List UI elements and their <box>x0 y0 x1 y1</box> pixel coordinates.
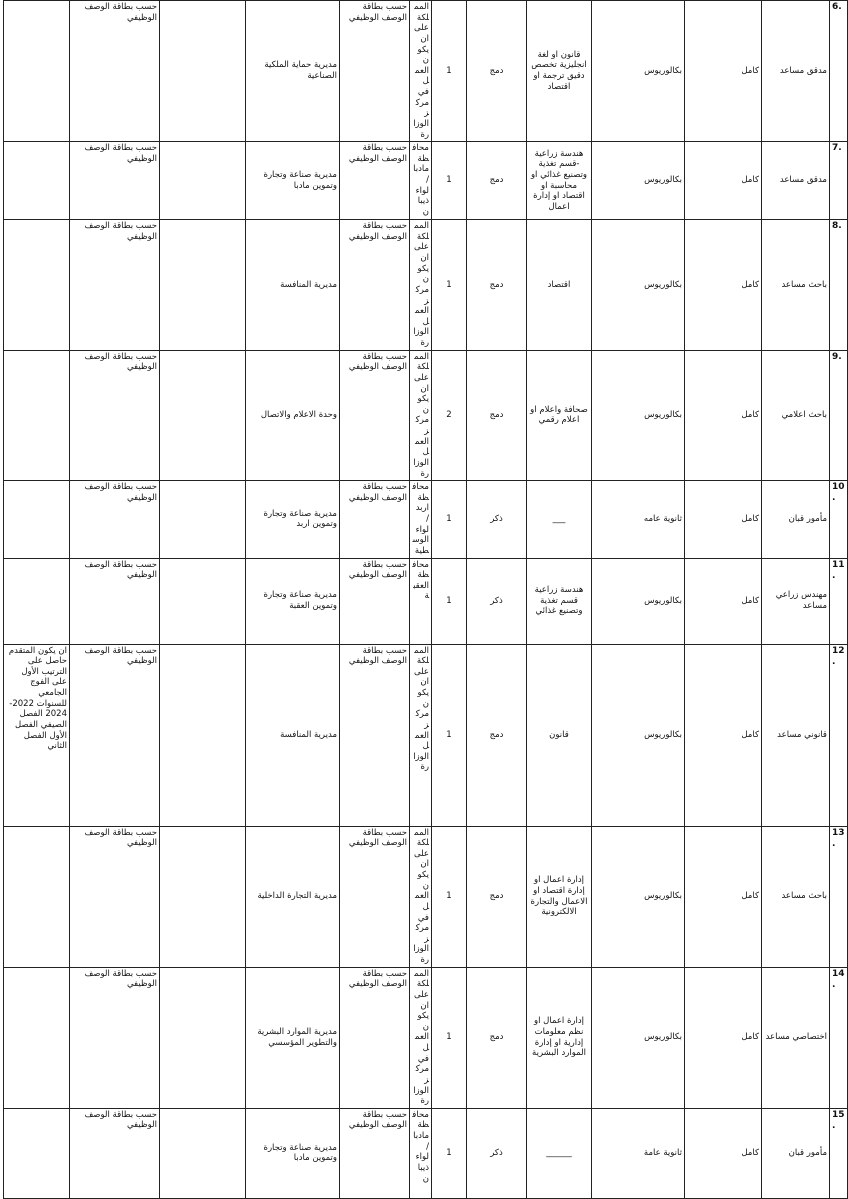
job-card-cell: حسب بطاقة الوصف الوظيفي <box>340 142 410 220</box>
empty-cell <box>160 644 246 826</box>
location-cell: محافظة مادبا / لواء ذيبان <box>410 1108 432 1198</box>
location-cell: المملكة على ان يكون العمل في مركز الوزارة <box>410 1 432 142</box>
qualification-cell: ثانوية عامه <box>592 481 685 558</box>
row-number-cell: 6. <box>830 1 848 142</box>
card-cell-2: حسب بطاقة الوصف الوظيفي <box>70 350 160 481</box>
empty-cell <box>160 967 246 1108</box>
count-cell: 1 <box>432 967 467 1108</box>
job-title-cell: مأمور قبان <box>762 1108 830 1198</box>
notes-cell <box>4 220 70 351</box>
empty-cell <box>160 142 246 220</box>
count-cell: 2 <box>432 350 467 481</box>
notes-cell <box>4 967 70 1108</box>
gender-cell: دمج <box>467 826 527 967</box>
empty-cell <box>160 1108 246 1198</box>
notes-cell: ان يكون المتقدم حاصل على الترتيب الأول على الفوج الجامعي للسنوات 2022-2024 الفصل الصيفي الفصل الأول الفصل الثاني <box>4 644 70 826</box>
job-title-cell: باحث اعلامي <box>762 350 830 481</box>
department-cell: مديرية صناعة وتجارة وتموين العقبة <box>246 558 340 644</box>
count-cell: 1 <box>432 826 467 967</box>
row-number-cell: 14. <box>830 967 848 1108</box>
gender-cell: دمج <box>467 644 527 826</box>
row-number-cell: 13. <box>830 826 848 967</box>
qualification-cell: بكالوريوس <box>592 644 685 826</box>
card-cell-2: حسب بطاقة الوصف الوظيفي <box>70 142 160 220</box>
job-title-cell: باحث مساعد <box>762 220 830 351</box>
row-number-cell: 12. <box>830 644 848 826</box>
gender-cell: دمج <box>467 142 527 220</box>
department-cell: مديرية الموارد البشرية والتطوير المؤسسي <box>246 967 340 1108</box>
location-cell: محافظة العقبة <box>410 558 432 644</box>
gender-cell: ذكر <box>467 1108 527 1198</box>
specialization-cell: هندسة زراعية -قسم تغذية وتصنيع غذائي او محاسبة او اقتصاد او إدارة اعمال <box>527 142 592 220</box>
qualification-cell: بكالوريوس <box>592 967 685 1108</box>
empty-cell <box>160 558 246 644</box>
job-card-cell: حسب بطاقة الوصف الوظيفي <box>340 644 410 826</box>
specialization-cell: صحافة واعلام او اعلام رقمي <box>527 350 592 481</box>
department-cell: مديرية المنافسة <box>246 644 340 826</box>
table-row <box>4 1 848 142</box>
empty-cell <box>160 1 246 142</box>
row-number-cell: 10. <box>830 481 848 558</box>
specialization-cell: اقتصاد <box>527 220 592 351</box>
location-cell: المملكة على ان يكون مركز العمل الوزارة <box>410 644 432 826</box>
count-cell: 1 <box>432 644 467 826</box>
department-cell: مديرية التجارة الداخلية <box>246 826 340 967</box>
job-title-cell: مدقق مساعد <box>762 1 830 142</box>
location-cell: المملكة على ان يكون العمل في مركز الوزارة <box>410 967 432 1108</box>
gender-cell: ذكر <box>467 481 527 558</box>
department-cell: مديرية صناعة وتجارة وتموين مادبا <box>246 1108 340 1198</box>
row-number-cell: 7. <box>830 142 848 220</box>
job-title-cell: اختصاصي مساعد <box>762 967 830 1108</box>
status-cell: كامل <box>685 350 762 481</box>
count-cell: 1 <box>432 558 467 644</box>
card-cell-2: حسب بطاقة الوصف الوظيفي <box>70 481 160 558</box>
job-title-cell: مأمور قبان <box>762 481 830 558</box>
row-number-cell: 8. <box>830 220 848 351</box>
qualification-cell: بكالوريوس <box>592 350 685 481</box>
job-card-cell: حسب بطاقة الوصف الوظيفي <box>340 350 410 481</box>
location-cell: المملكة على ان يكون العمل في مركز الوزارة <box>410 826 432 967</box>
specialization-cell: قانون او لغة انجليزية تخصص دقيق ترجمة او اقتصاد <box>527 1 592 142</box>
table-row <box>4 1108 848 1198</box>
empty-cell <box>160 826 246 967</box>
count-cell: 1 <box>432 220 467 351</box>
qualification-cell: بكالوريوس <box>592 558 685 644</box>
department-cell: وحدة الاعلام والاتصال <box>246 350 340 481</box>
status-cell: كامل <box>685 1108 762 1198</box>
specialization-cell: إدارة اعمال او إدارة اقتصاد او الاعمال والتجارة الالكترونية <box>527 826 592 967</box>
status-cell: كامل <box>685 142 762 220</box>
gender-cell: دمج <box>467 350 527 481</box>
table-row <box>4 220 848 351</box>
job-title-cell: باحث مساعد <box>762 826 830 967</box>
card-cell-2: حسب بطاقة الوصف الوظيفي <box>70 644 160 826</box>
count-cell: 1 <box>432 1 467 142</box>
gender-cell: ذكر <box>467 558 527 644</box>
count-cell: 1 <box>432 1108 467 1198</box>
row-number-cell: 9. <box>830 350 848 481</box>
gender-cell: دمج <box>467 220 527 351</box>
job-card-cell: حسب بطاقة الوصف الوظيفي <box>340 1 410 142</box>
job-card-cell: حسب بطاقة الوصف الوظيفي <box>340 1108 410 1198</box>
vacancies-table <box>3 0 848 1199</box>
qualification-cell: بكالوريوس <box>592 826 685 967</box>
table-row <box>4 142 848 220</box>
card-cell-2: حسب بطاقة الوصف الوظيفي <box>70 1 160 142</box>
notes-cell <box>4 350 70 481</box>
status-cell: كامل <box>685 558 762 644</box>
gender-cell: دمج <box>467 967 527 1108</box>
table-row <box>4 558 848 644</box>
location-cell: محافظة اربد / لواء الوسطية <box>410 481 432 558</box>
count-cell: 1 <box>432 481 467 558</box>
table-row <box>4 644 848 826</box>
job-card-cell: حسب بطاقة الوصف الوظيفي <box>340 481 410 558</box>
qualification-cell: بكالوريوس <box>592 1 685 142</box>
qualification-cell: بكالوريوس <box>592 142 685 220</box>
status-cell: كامل <box>685 481 762 558</box>
empty-cell <box>160 481 246 558</box>
specialization-cell: ___ <box>527 481 592 558</box>
notes-cell <box>4 142 70 220</box>
table-row <box>4 481 848 558</box>
specialization-cell: ______ <box>527 1108 592 1198</box>
card-cell-2: حسب بطاقة الوصف الوظيفي <box>70 1108 160 1198</box>
qualification-cell: بكالوريوس <box>592 220 685 351</box>
status-cell: كامل <box>685 644 762 826</box>
row-number-cell: 15. <box>830 1108 848 1198</box>
notes-cell <box>4 1108 70 1198</box>
specialization-cell: هندسة زراعية قسم تغذية وتصنيع غذائي <box>527 558 592 644</box>
status-cell: كامل <box>685 1 762 142</box>
notes-cell <box>4 826 70 967</box>
job-title-cell: مدقق مساعد <box>762 142 830 220</box>
card-cell-2: حسب بطاقة الوصف الوظيفي <box>70 826 160 967</box>
table-row <box>4 826 848 967</box>
location-cell: محافظة مادبا / لواء ذيبان <box>410 142 432 220</box>
notes-cell <box>4 558 70 644</box>
job-card-cell: حسب بطاقة الوصف الوظيفي <box>340 967 410 1108</box>
department-cell: مديرية حماية الملكية الصناعية <box>246 1 340 142</box>
job-title-cell: مهندس زراعي مساعد <box>762 558 830 644</box>
status-cell: كامل <box>685 220 762 351</box>
gender-cell: دمج <box>467 1 527 142</box>
empty-cell <box>160 350 246 481</box>
card-cell-2: حسب بطاقة الوصف الوظيفي <box>70 967 160 1108</box>
empty-cell <box>160 220 246 351</box>
count-cell: 1 <box>432 142 467 220</box>
specialization-cell: قانون <box>527 644 592 826</box>
location-cell: المملكة على ان يكون مركز العمل الوزارة <box>410 220 432 351</box>
department-cell: مديرية صناعة وتجارة وتموين مادبا <box>246 142 340 220</box>
status-cell: كامل <box>685 826 762 967</box>
card-cell-2: حسب بطاقة الوصف الوظيفي <box>70 220 160 351</box>
status-cell: كامل <box>685 967 762 1108</box>
job-card-cell: حسب بطاقة الوصف الوظيفي <box>340 220 410 351</box>
department-cell: مديرية المنافسة <box>246 220 340 351</box>
job-card-cell: حسب بطاقة الوصف الوظيفي <box>340 826 410 967</box>
job-card-cell: حسب بطاقة الوصف الوظيفي <box>340 558 410 644</box>
department-cell: مديرية صناعة وتجارة وتموين اربد <box>246 481 340 558</box>
job-title-cell: قانوني مساعد <box>762 644 830 826</box>
table-row <box>4 967 848 1108</box>
card-cell-2: حسب بطاقة الوصف الوظيفي <box>70 558 160 644</box>
table-row <box>4 350 848 481</box>
row-number-cell: 11. <box>830 558 848 644</box>
specialization-cell: إدارة اعمال او نظم معلومات إدارية او إدارة الموارد البشرية <box>527 967 592 1108</box>
qualification-cell: ثانوية عامة <box>592 1108 685 1198</box>
notes-cell <box>4 481 70 558</box>
location-cell: المملكة على ان يكون مركز العمل الوزارة <box>410 350 432 481</box>
notes-cell <box>4 1 70 142</box>
